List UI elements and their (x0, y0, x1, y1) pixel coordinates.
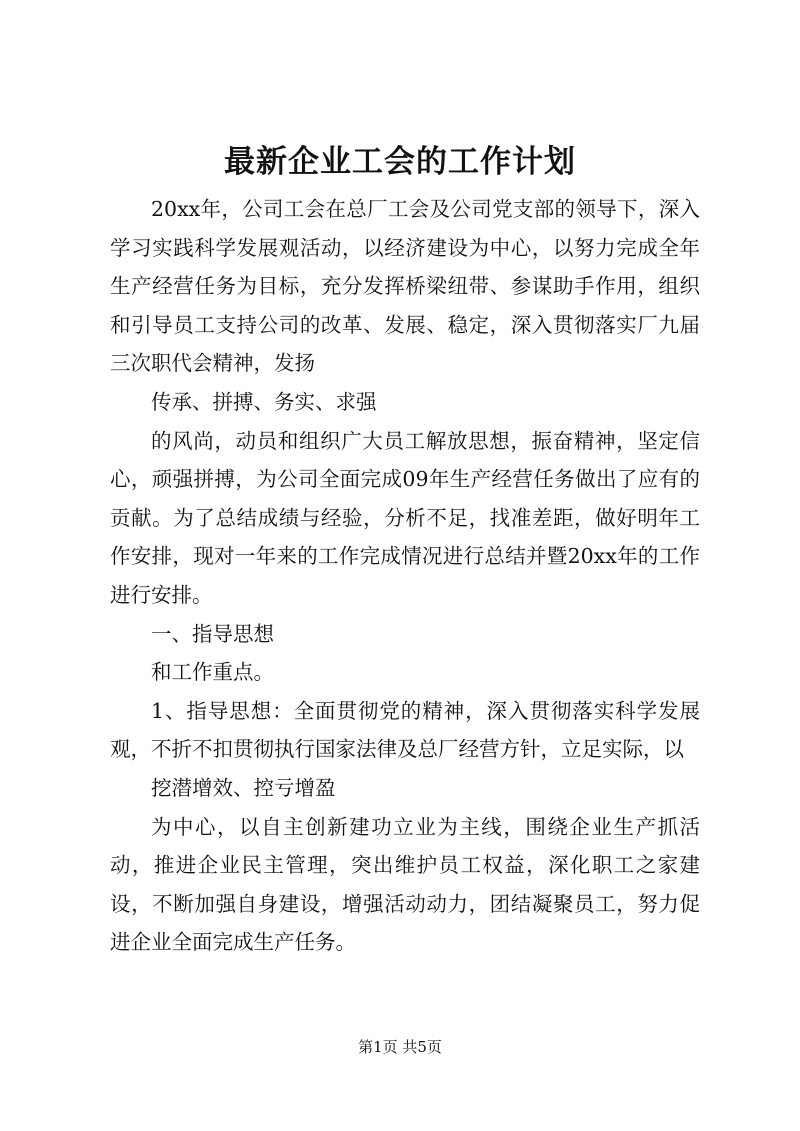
section-heading-guiding-ideology: 一、指导思想 (151, 621, 274, 646)
page-title: 最新企业工会的工作计划 (224, 144, 576, 180)
section-heading-continuation: 和工作重点。 (151, 660, 274, 685)
paragraph-achievements: 的风尚，动员和组织广大员工解放思想，振奋精神，坚定信心，顽强拼搏，为公司全面完成09年生产经营任务做出了应有的贡献。为了总结成绩与经验，分析不足，找准差距，做好明年工作安排，现对一年来的工作完成情况进行总结并暨20xx年的工作进行安排。 (110, 428, 700, 607)
paragraph-focus: 挖潜增效、控亏增盈 (151, 775, 336, 800)
paragraph-intro: 20xx年，公司工会在总厂工会及公司党支部的领导下，深入学习实践科学发展观活动，以经济建设为中心，以努力完成全年生产经营任务为目标，充分发挥桥梁纽带、参谋助手作用，组织和引导员工支持公司的改革、发展、稳定，深入贯彻落实厂九届三次职代会精神，发扬 (110, 197, 700, 376)
paragraph-spirit: 传承、拼搏、务实、求强 (151, 389, 377, 414)
paragraph-guiding-ideology: 1、指导思想：全面贯彻党的精神，深入贯彻落实科学发展观，不折不扣贯彻执行国家法律及总厂经营方针，立足实际，以 (110, 698, 700, 762)
page-footer: 第1页 共5页 (358, 1038, 442, 1056)
document-body (110, 190, 700, 962)
paragraph-center-mainline: 为中心，以自主创新建功立业为主线，围绕企业生产抓活动，推进企业民主管理，突出维护员工权益，深化职工之家建设，不断加强自身建设，增强活动动力，团结凝聚员工，努力促进企业全面完成生产任务。 (110, 814, 700, 955)
